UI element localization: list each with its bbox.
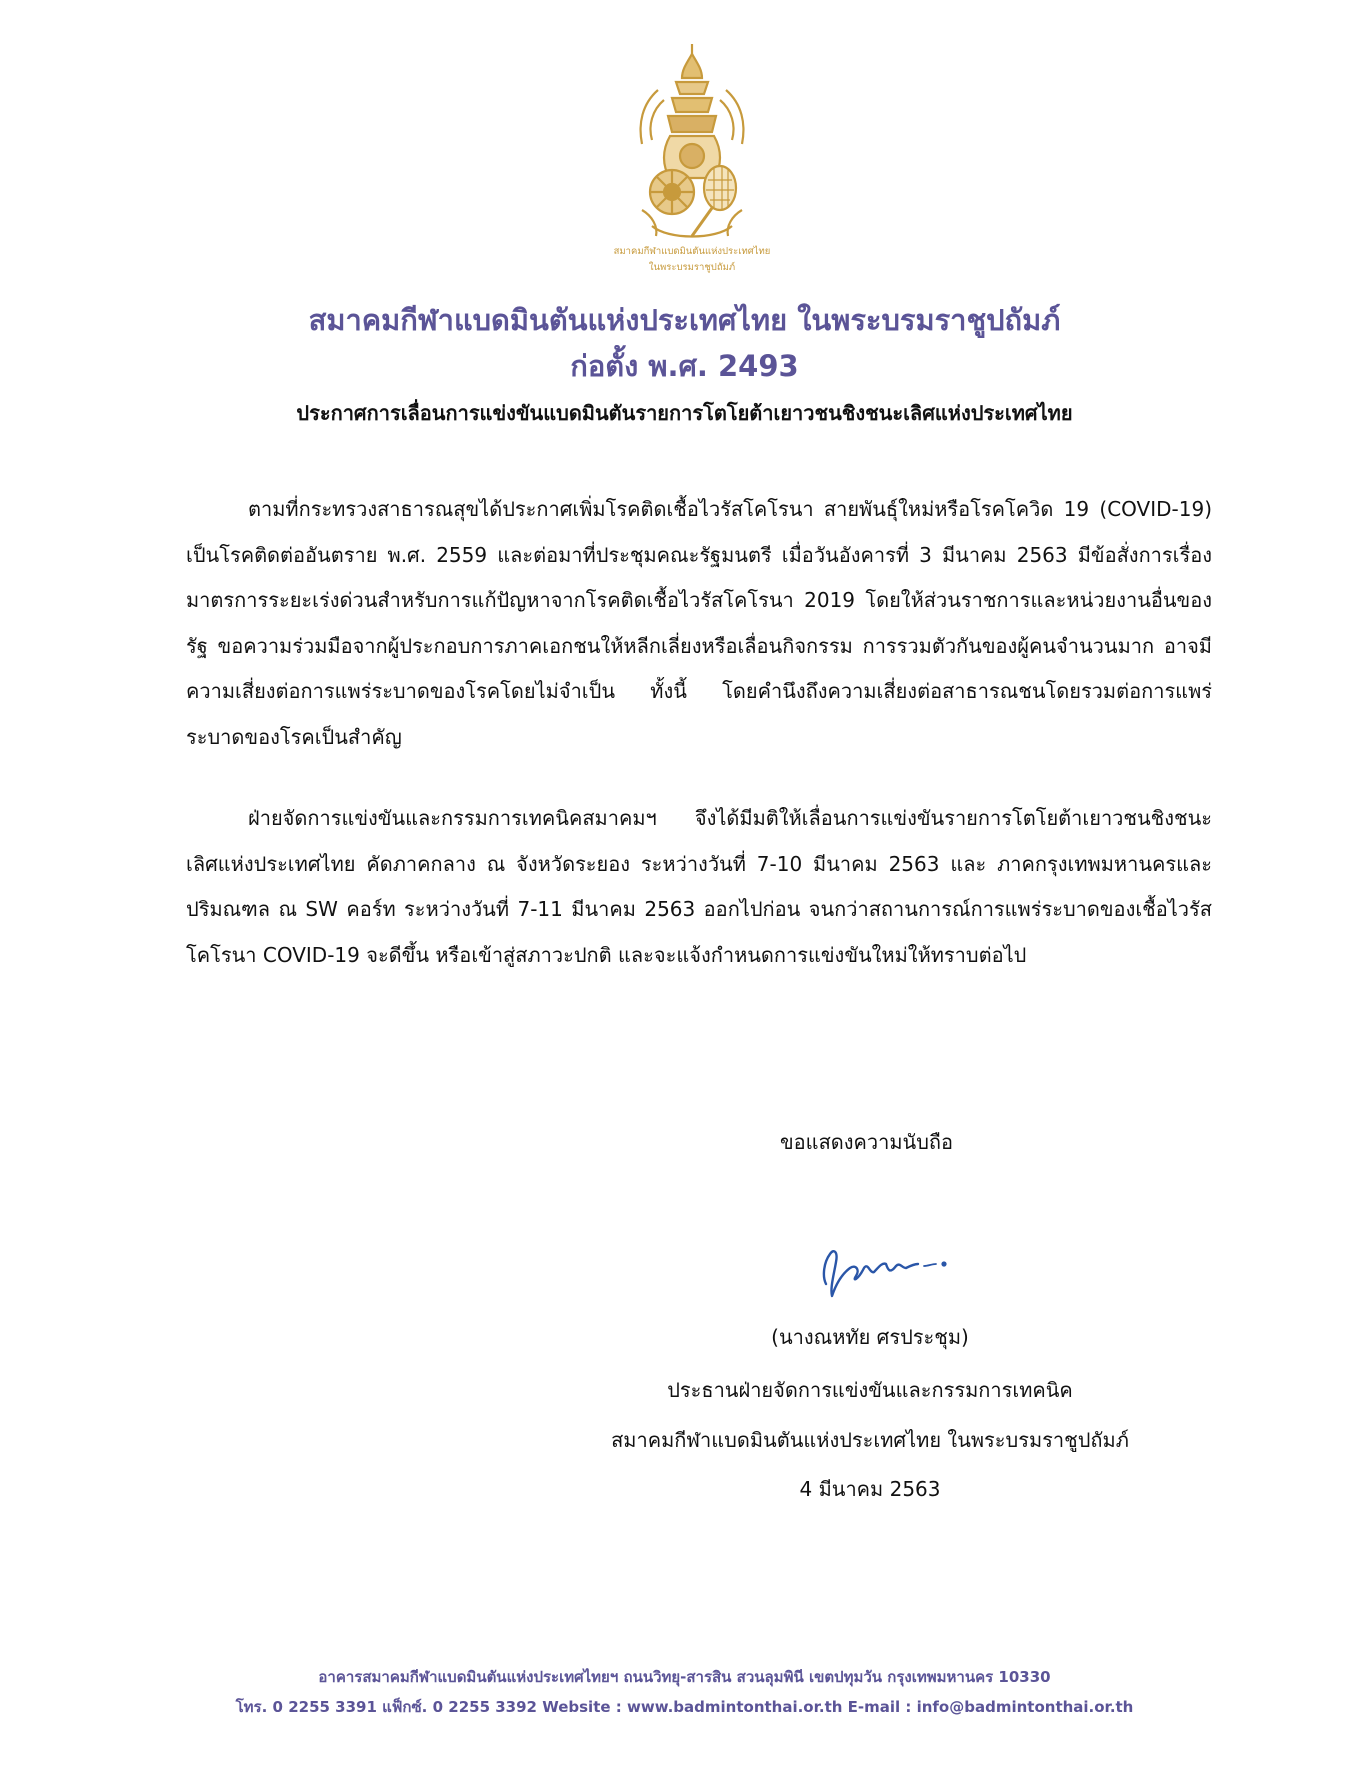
announcement-title: ประกาศการเลื่อนการแข่งขันแบดมินตันรายการโตโยต้าเยาวชนชิงชนะเลิศแห่งประเทศไทย — [296, 401, 1073, 425]
logo-text-line1: สมาคมกีฬาแบดมินตันแห่งประเทศไทย — [613, 246, 771, 257]
announcement-paragraph-1: ตามที่กระทรวงสาธารณสุขได้ประกาศเพิ่มโรคติดเชื้อไวรัสโคโรนา สายพันธุ์ใหม่หรือโรคโควิด 19 (COVID-19) เป็นโรคติดต่ออันตราย พ.ศ. 2559 และต่อมาที่ประชุมคณะรัฐมนตรี เมื่อวันอังคารที่ 3 มีนาคม 2563 มีข้อสั่งการเรื่องมาตรการระยะเร่งด่วนสำหรับการแก้ปัญหาจากโรคติดเชื้อไวรัสโคโรนา 2019 โดยให้ส่วนราชการและหน่วยงานอื่นของรัฐ ขอความร่วมมือจากผู้ประกอบการภาคเอกชนให้หลีกเลี่ยงหรือเลื่อนกิจกรรม การรวมตัวกันของผู้คนจำนวนมาก อาจมีความเสี่ยงต่อการแพร่ระบาดของโรคโดยไม่จำเป็น ทั้งนี้ โดยคำนึงถึงความเสี่ยงต่อสาธารณชนโดยรวมต่อการแพร่ระบาดของโรคเป็นสำคัญ — [186, 497, 1212, 749]
organization-title: สมาคมกีฬาแบดมินตันแห่งประเทศไทย ในพระบรมราชูปถัมภ์ — [308, 303, 1061, 337]
founded-year: ก่อตั้ง พ.ศ. 2493 — [570, 349, 799, 383]
signatory-organization: สมาคมกีฬาแบดมินตันแห่งประเทศไทย ในพระบรมราชูปถัมภ์ — [611, 1428, 1129, 1452]
logo-text-line2: ในพระบรมราชูปถัมภ์ — [648, 262, 736, 273]
signatory-name: (นางณหทัย ศรประชุม) — [771, 1325, 969, 1349]
footer-contact: โทร. 0 2255 3391 แฟ็กซ์. 0 2255 3392 Website : www.badmintonthai.or.th E-mail : info@badmintonthai.or.th — [235, 1698, 1134, 1716]
handwritten-signature-icon — [812, 1218, 972, 1308]
royal-crest-badminton-emblem-icon — [612, 40, 772, 280]
announcement-date: 4 มีนาคม 2563 — [799, 1477, 941, 1501]
announcement-paragraph-2: ฝ่ายจัดการแข่งขันและกรรมการเทคนิคสมาคมฯ จึงได้มีมติให้เลื่อนการแข่งขันรายการโตโยต้าเยาวชนชิงชนะเลิศแห่งประเทศไทย คัดภาคกลาง ณ จังหวัดระยอง ระหว่างวันที่ 7-10 มีนาคม 2563 และ ภาคกรุงเทพมหานครและปริมณฑล ณ SW คอร์ท ระหว่างวันที่ 7-11 มีนาคม 2563 ออกไปก่อน จนกว่าสถานการณ์การแพร่ระบาดของเชื้อไวรัสโคโรนา COVID-19 จะดีขึ้น หรือเข้าสู่สภาวะปกติ และจะแจ้งกำหนดการแข่งขันใหม่ให้ทราบต่อไป — [186, 806, 1212, 967]
closing-salutation: ขอแสดงความนับถือ — [780, 1130, 954, 1154]
signatory-position: ประธานฝ่ายจัดการแข่งขันและกรรมการเทคนิค — [667, 1378, 1073, 1402]
footer-address: อาคารสมาคมกีฬาแบดมินตันแห่งประเทศไทยฯ ถนนวิทยุ-สารสิน สวนลุมพินี เขตปทุมวัน กรุงเทพมหานคร 10330 — [318, 1668, 1051, 1686]
